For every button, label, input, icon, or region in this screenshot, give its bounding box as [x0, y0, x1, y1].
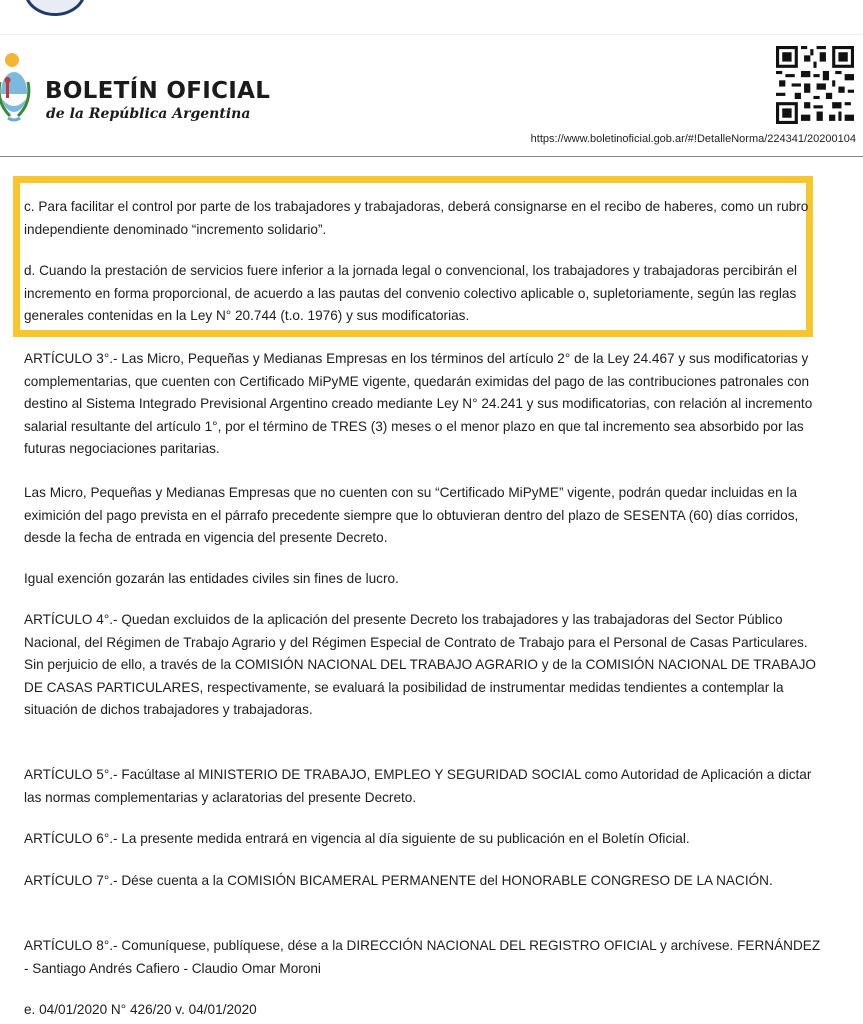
article-8-paragraph: ARTÍCULO 8°.- Comuníquese, publíquese, dése a la DIRECCIÓN NACIONAL DEL REGISTRO OFICIAL y archívese. FERNÁNDEZ - Santiago Andrés Cafiero - Claudio Omar Moroni — [24, 938, 821, 976]
coat-of-arms-icon — [0, 52, 40, 136]
article-3-paragraph: ARTÍCULO 3°.- Las Micro, Pequeñas y Medianas Empresas en los términos del artículo 2° de la Ley 24.467 y sus modificatorias y complementarias, que cuenten con Certificado MiPyME vigente, quedarán eximidas del pago de las contribuciones patronales con destino al Sistema Integrado Previsional Argentino creado mediante Ley N° 24.241 y sus modificatorias, con relación al incremento salarial resultante del artículo 1°, por el término de TRES (3) meses o el menor plazo en que tal incremento sea absorbido por las futuras negociaciones paritarias. — [24, 351, 813, 456]
qr-code-icon — [776, 46, 854, 124]
coat-of-arms-logo — [0, 52, 40, 136]
article-5-paragraph: ARTÍCULO 5°.- Facúltase al MINISTERIO DE TRABAJO, EMPLEO Y SEGURIDAD SOCIAL como Autoridad de Aplicación a dictar las normas complementarias y aclaratorias del presente Decreto. — [24, 767, 812, 805]
item-c-paragraph: c. Para facilitar el control por parte de los trabajadores y trabajadoras, deberá consignarse en el recibo de haberes, como un rubro independiente denominado “incremento solidario”. — [24, 199, 809, 237]
qr-code[interactable] — [776, 46, 854, 124]
page-title: BOLETÍN OFICIAL — [45, 78, 271, 104]
source-url[interactable]: https://www.boletinoficial.gob.ar/#!DetalleNorma/224341/20200104 — [530, 133, 856, 145]
publication-footer: e. 04/01/2020 N° 426/20 v. 04/01/2020 — [24, 1002, 257, 1017]
article-6-paragraph: ARTÍCULO 6°.- La presente medida entrará en vigencia al día siguiente de su publicación en el Boletín Oficial. — [24, 831, 690, 846]
article-7-paragraph: ARTÍCULO 7°.- Dése cuenta a la COMISIÓN BICAMERAL PERMANENTE del HONORABLE CONGRESO DE LA NACIÓN. — [24, 873, 773, 888]
article-3-third-paragraph: Igual exención gozarán las entidades civiles sin fines de lucro. — [24, 571, 399, 586]
item-d-paragraph: d. Cuando la prestación de servicios fuere inferior a la jornada legal o convencional, los trabajadores y trabajadoras percibirán el incremento en forma proporcional, de acuerdo a las pautas del convenio colectivo aplicable o, supletoriamente, según las reglas generales contenidas en la Ley N° 20.744 (t.o. 1976) y sus modificatorias. — [24, 263, 798, 323]
top-divider — [0, 34, 863, 35]
article-4-paragraph: ARTÍCULO 4°.- Quedan excluidos de la aplicación del presente Decreto los trabajadores y las trabajadoras del Sector Público Nacional, del Régimen de Trabajo Agrario y del Régimen Especial de Contrato de Trabajo para el Personal de Casas Particulares. Sin perjuicio de ello, a través de la COMISIÓN NACIONAL DEL TRABAJO AGRARIO y de la COMISIÓN NACIONAL DE TRABAJO DE CASAS PARTICULARES, respectivamente, se evaluará la posibilidad de instrumentar medidas tendientes a contemplar la situación de dichos trabajadores y trabajadoras. — [24, 612, 816, 717]
avatar — [24, 0, 86, 16]
article-3-second-paragraph: Las Micro, Pequeñas y Medianas Empresas que no cuenten con su “Certificado MiPyME” vigente, podrán quedar incluidas en la eximición del pago prevista en el párrafo precedente siempre que lo obtuvieran dentro del plazo de SESENTA (60) días corridos, desde la fecha de entrada en vigencia del presente Decreto. — [24, 485, 799, 545]
header-divider — [0, 156, 863, 157]
page-subtitle: de la República Argentina — [46, 106, 251, 122]
